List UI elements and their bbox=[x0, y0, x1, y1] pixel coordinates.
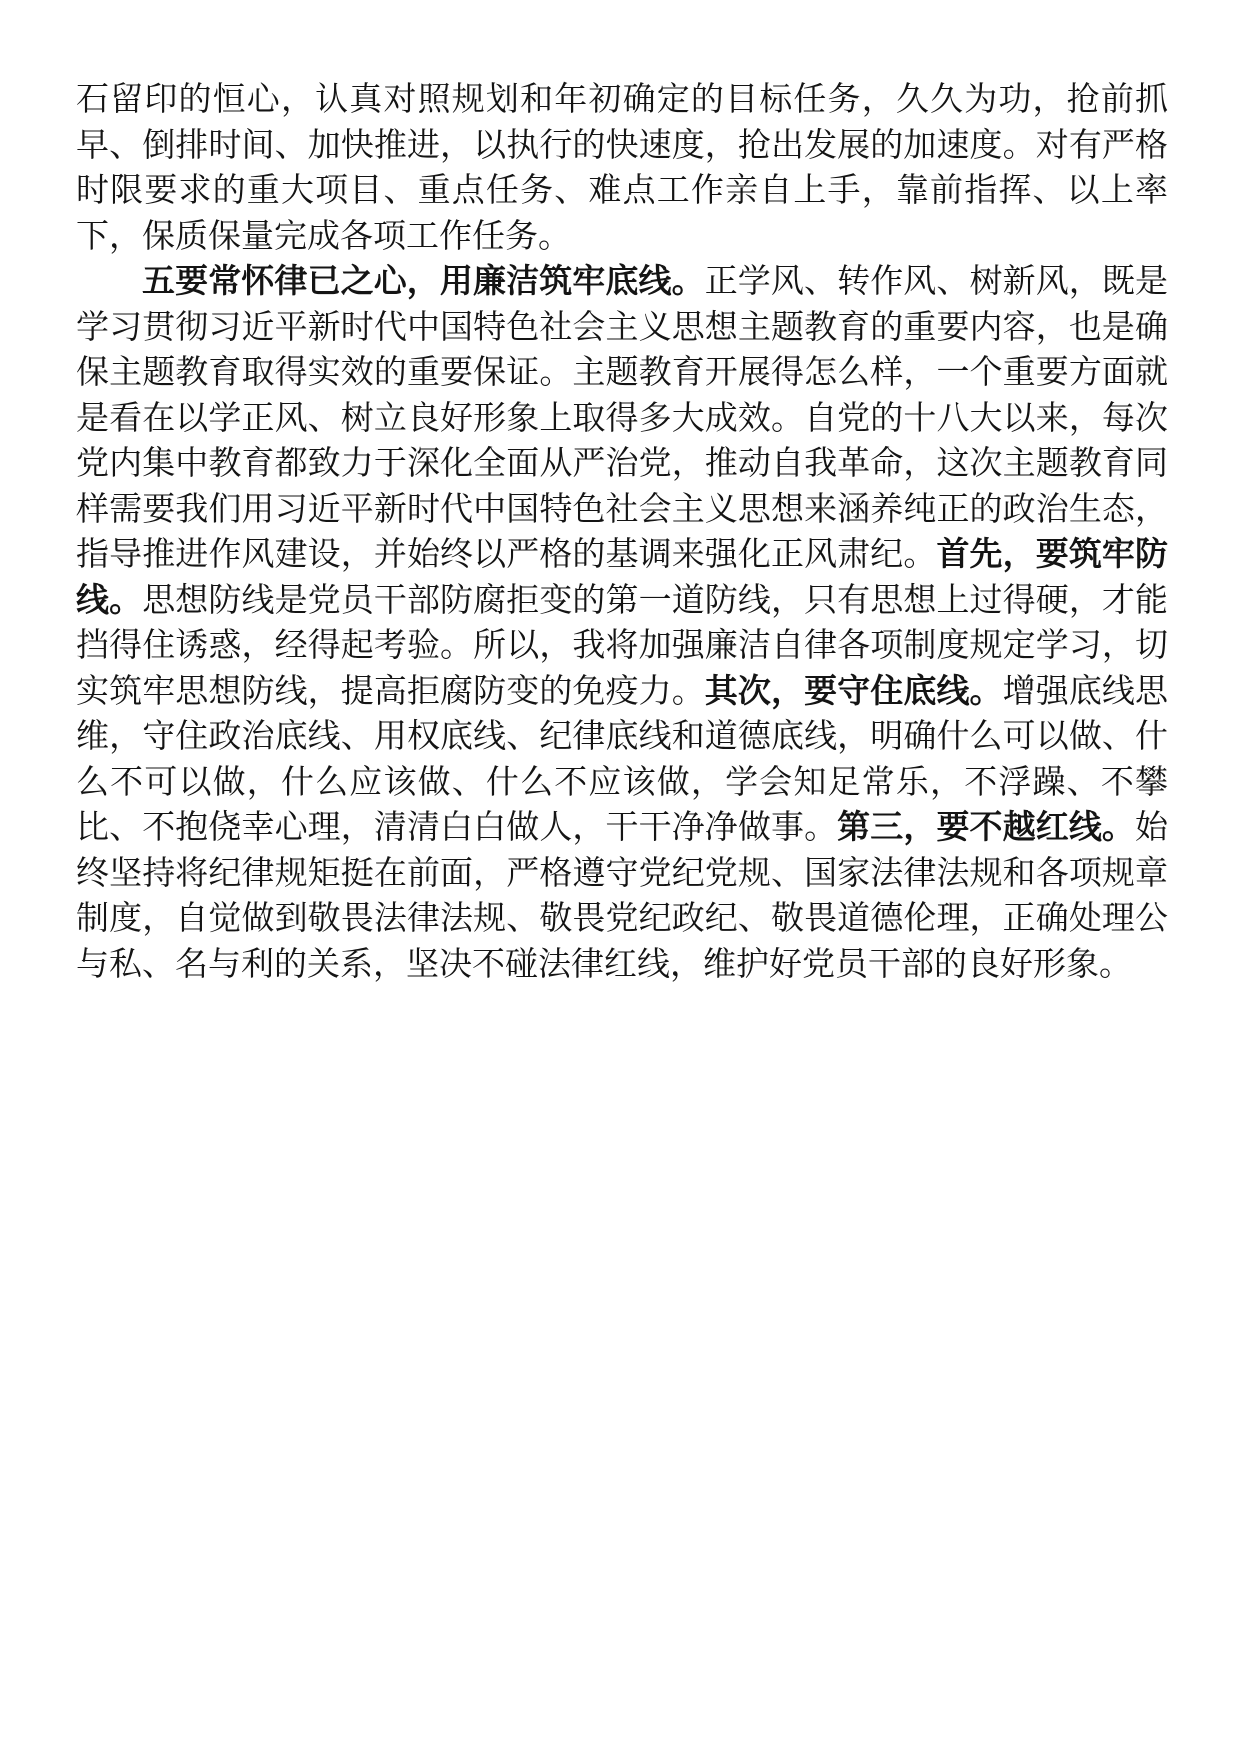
body-text: 思想防线是党员干部防腐拒变的第一道防线，只有思想上过得硬，才能挡得住诱惑，经得起考验。所以，我将加强廉洁自律各项制度规定学习，切实筑牢思想防线，提高拒腐防变的免疫力。 bbox=[76, 579, 1168, 710]
subpoint-heading-first: 首先，要筑牢防线。 bbox=[76, 534, 1168, 619]
paragraph-section-five bbox=[76, 258, 1168, 986]
body-text: 始终坚持将纪律规矩挺在前面，严格遵守党纪党规、国家法律法规和各项规章制度，自觉做到敬畏法律法规、敬畏党纪政纪、敬畏道德伦理，正确处理公与私、名与利的关系，坚决不碰法律红线，维护好党员干部的良好形象。 bbox=[76, 807, 1168, 983]
document-page bbox=[76, 76, 1168, 986]
paragraph-continuation bbox=[76, 76, 1168, 258]
subpoint-heading-second: 其次，要守住底线。 bbox=[704, 670, 1003, 710]
body-text: 正学风、转作风、树新风，既是学习贯彻习近平新时代中国特色社会主义思想主题教育的重要内容，也是确保主题教育取得实效的重要保证。主题教育开展得怎么样，一个重要方面就是看在以学正风、树立良好形象上取得多大成效。自党的十八大以来，每次党内集中教育都致力于深化全面从严治党，推动自我革命，这次主题教育同样需要我们用习近平新时代中国特色社会主义思想来涵养纯正的政治生态，指导推进作风建设，并始终以严格的基调来强化正风肃纪。 bbox=[76, 261, 1169, 573]
section-heading: 五要常怀律已之心，用廉洁筑牢底线。 bbox=[142, 261, 705, 300]
subpoint-heading-third: 第三，要不越红线。 bbox=[837, 807, 1135, 846]
body-text: 增强底线思维，守住政治底线、用权底线、纪律底线和道德底线，明确什么可以做、什么不可以做，什么应该做、什么不应该做，学会知足常乐，不浮躁、不攀比、不抱侥幸心理，清清白白做人，干干净净做事。 bbox=[76, 670, 1168, 846]
body-text: 石留印的恒心，认真对照规划和年初确定的目标任务，久久为功，抢前抓早、倒排时间、加快推进，以执行的快速度，抢出发展的加速度。对有严格时限要求的重大项目、重点任务、难点工作亲自上手，靠前指挥、以上率下，保质保量完成各项工作任务。 bbox=[76, 79, 1168, 255]
